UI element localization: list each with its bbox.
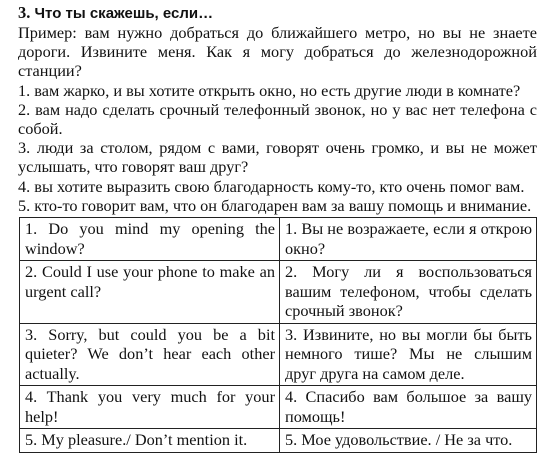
- russian-answer-1: 1. Вы не возражаете, если я открою окно?: [280, 218, 537, 261]
- table-row: [20, 323, 537, 386]
- exercise-instructions: [18, 23, 537, 215]
- table-row: [20, 261, 537, 324]
- exercise-number: 3.: [18, 3, 31, 22]
- english-answer-3: 3. Sorry, but could you be a bit quieter? We don’t hear each other actually.: [20, 323, 280, 386]
- russian-answer-4: 4. Спасибо вам большое за вашу помощь!: [280, 386, 537, 429]
- english-answer-4: 4. Thank you very much for your help!: [20, 386, 280, 429]
- situation-1: 1. вам жарко, и вы хотите открыть окно, но есть другие люди в комнате?: [18, 80, 521, 100]
- exercise-title: Что ты скажешь, если…: [34, 5, 214, 22]
- russian-answer-5: 5. Мое удовольствие. / Не за что.: [280, 429, 537, 453]
- english-answer-2: 2. Could I use your phone to make an urgent call?: [20, 261, 280, 324]
- answers-table: [19, 217, 537, 453]
- table-row: [20, 218, 537, 261]
- english-answer-5: 5. My pleasure./ Don’t mention it.: [20, 429, 280, 453]
- situation-4: 4. вы хотите выразить свою благодарность кому-то, кто очень помог вам.: [18, 176, 525, 196]
- situation-5: 5. кто-то говорит вам, что он благодарен вам за вашу помощь и внимание.: [18, 195, 532, 215]
- exercise-heading: [18, 3, 537, 23]
- russian-answer-2: 2. Могу ли я воспользоваться вашим телефоном, чтобы сделать срочный звонок?: [280, 261, 537, 324]
- example-paragraph: Пример: вам нужно добраться до ближайшего метро, но вы не знаете дороги. Извините меня. Как я могу добраться до железнодорожной станции?: [18, 23, 537, 81]
- situation-3: 3. люди за столом, рядом с вами, говорят очень громко, и вы не может услышать, что говорят ваш друг?: [18, 138, 537, 177]
- situation-2: 2. вам надо сделать срочный телефонный звонок, но у вас нет телефона с собой.: [18, 99, 537, 139]
- table-row: [20, 386, 537, 429]
- english-answer-1: 1. Do you mind my opening the window?: [20, 218, 280, 261]
- russian-answer-3: 3. Извините, но вы могли бы быть немного тише? Мы не слышим друг друга на самом деле.: [280, 323, 537, 386]
- table-row: [20, 429, 537, 453]
